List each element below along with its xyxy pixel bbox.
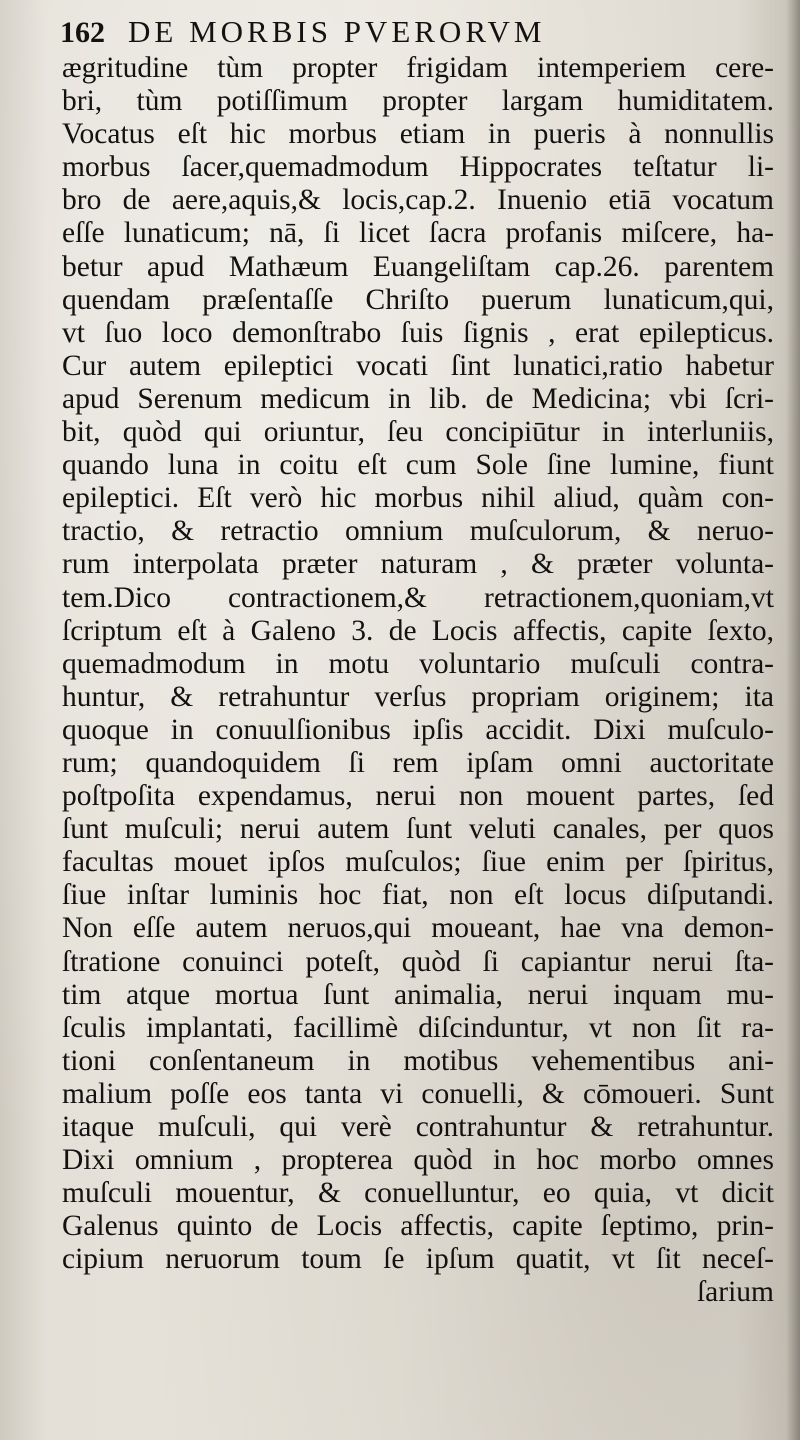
text-line: facultas mouet ipſos muſculos; ſiue enim per ſpiritus,	[62, 846, 774, 879]
text-line: morbus ſacer,quemadmodum Hippocrates teſtatur li-	[62, 151, 774, 184]
text-line: Cur autem epileptici vocati ſint lunatici,ratio habetur	[62, 349, 774, 382]
text-line: huntur, & retrahuntur verſus propriam originem; ita	[62, 680, 774, 713]
text-line: tem.Dico contractionem,& retractionem,quoniam,vt	[62, 581, 774, 614]
text-line: eſſe lunaticum; nā, ſi licet ſacra profanis miſcere, ha-	[62, 217, 774, 250]
body-text	[62, 52, 774, 1310]
text-line: vt ſuo loco demonſtrabo ſuis ſignis , erat epilepticus.	[62, 316, 774, 349]
page-number: 162	[60, 16, 105, 49]
text-line: muſculi mouentur, & conuelluntur, eo quia, vt dicit	[62, 1177, 774, 1210]
text-line: bri, tùm potiſſimum propter largam humiditatem.	[62, 85, 774, 118]
text-line: ægritudine tùm propter frigidam intemperiem cere-	[62, 52, 774, 84]
text-line: tioni conſentaneum in motibus vehementibus ani-	[62, 1044, 774, 1077]
text-line: quando luna in coitu eſt cum Sole ſine lumine, fiunt	[62, 449, 774, 482]
text-line: Non eſſe autem neruos,qui moueant, hae vna demon-	[62, 912, 774, 945]
text-line: Dixi omnium , propterea quòd in hoc morbo omnes	[62, 1144, 774, 1177]
text-line: ſunt muſculi; nerui autem ſunt veluti canales, per quos	[62, 813, 774, 846]
text-line: quoque in conuulſionibus ipſis accidit. Dixi muſculo-	[62, 713, 774, 746]
text-line: cipium neruorum toum ſe ipſum quatit, vt ſit neceſ-	[62, 1243, 774, 1276]
text-line: rum; quandoquidem ſi rem ipſam omni auctoritate	[62, 746, 774, 779]
text-line: bro de aere,aquis,& locis,cap.2. Inuenio etiā vocatum	[62, 184, 774, 217]
text-line: poſtpoſita expendamus, nerui non mouent partes, ſed	[62, 780, 774, 813]
text-line: apud Serenum medicum in lib. de Medicina; vbi ſcri-	[62, 382, 774, 415]
text-line: betur apud Mathæum Euangeliſtam cap.26. parentem	[62, 250, 774, 283]
text-line: quendam præſentaſſe Chriſto puerum lunaticum,qui,	[62, 283, 774, 316]
text-line: Vocatus eſt hic morbus etiam in pueris à nonnullis	[62, 118, 774, 151]
text-line: itaque muſculi, qui verè contrahuntur & retrahuntur.	[62, 1111, 774, 1143]
text-line: rum interpolata præter naturam , & præter volunta-	[62, 548, 774, 581]
text-line: bit, quòd qui oriuntur, ſeu concipiūtur in interluniis,	[62, 416, 774, 449]
text-line: malium poſſe eos tanta vi conuelli, & cōmoueri. Sunt	[62, 1077, 774, 1110]
text-line: ſtratione conuinci poteſt, quòd ſi capiantur nerui ſta-	[62, 945, 774, 978]
text-line: tractio, & retractio omnium muſculorum, & neruo-	[62, 515, 774, 548]
text-line: ſculis implantati, facillimè diſcinduntur, vt non ſit ra-	[62, 1011, 774, 1044]
text-line: quemadmodum in motu voluntario muſculi contra-	[62, 647, 774, 680]
text-line: Galenus quinto de Locis affectis, capite ſeptimo, prin-	[62, 1210, 774, 1243]
text-line: ſiue inſtar luminis hoc fiat, non eſt locus diſputandi.	[62, 879, 774, 912]
catchword: ſarium	[696, 1276, 774, 1309]
text-line: tim atque mortua ſunt animalia, nerui inquam mu-	[62, 978, 774, 1011]
running-head: DE MORBIS PVERORVM	[128, 14, 546, 49]
text-line: ſcriptum eſt à Galeno 3. de Locis affectis, capite ſexto,	[62, 614, 774, 647]
text-line: epileptici. Eſt verò hic morbus nihil aliud, quàm con-	[62, 482, 774, 515]
